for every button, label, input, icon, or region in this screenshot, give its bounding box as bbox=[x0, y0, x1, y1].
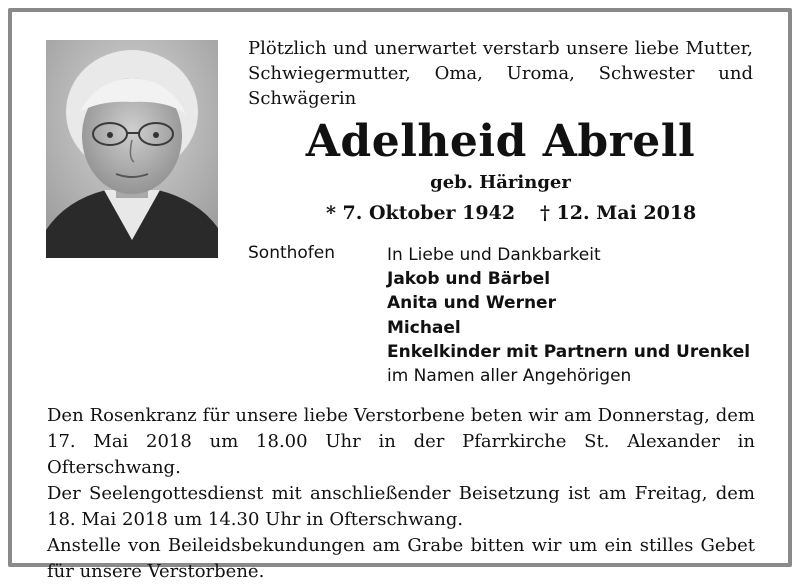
deceased-name: Adelheid Abrell bbox=[305, 116, 696, 167]
death-date: † 12. Mai 2018 bbox=[540, 202, 697, 224]
mourners-closing: im Namen aller Angehörigen bbox=[387, 366, 632, 387]
mourner-name: Michael bbox=[387, 317, 461, 338]
rosary-notice: Den Rosenkranz für unsere liebe Verstorbene beten wir am Donnerstag, dem 17. Mai 2018 um 18.00 Uhr in der Pfarrkirche St. Alexander in Ofterschwang. bbox=[47, 405, 755, 478]
portrait-photo bbox=[46, 40, 218, 258]
place-name: Sonthofen bbox=[248, 243, 336, 263]
birth-date: * 7. Oktober 1942 bbox=[326, 202, 516, 224]
mourner-name: Anita und Werner bbox=[387, 293, 556, 314]
mourner-name: Jakob und Bärbel bbox=[387, 269, 551, 290]
portrait-image bbox=[46, 40, 218, 258]
mourners-opening: In Liebe und Dankbarkeit bbox=[387, 245, 601, 265]
intro-text: Plötzlich und unerwartet verstarb unsere liebe Mutter, Schwiegermutter, Oma, Uroma, Schwester und Schwägerin bbox=[248, 38, 753, 109]
condolence-request: Anstelle von Beileidsbekundungen am Grabe bitten wir um ein stilles Gebet für unsere Verstorbene. bbox=[47, 535, 755, 582]
mourner-name: Enkelkinder mit Partnern und Urenkel bbox=[387, 341, 751, 362]
mourners-block bbox=[387, 243, 767, 388]
birth-name: geb. Häringer bbox=[430, 172, 571, 193]
funeral-service-notice: Der Seelengottesdienst mit anschließender Beisetzung ist am Freitag, dem 18. Mai 2018 um 14.30 Uhr in Ofterschwang. bbox=[47, 483, 755, 530]
service-notice bbox=[47, 403, 755, 585]
